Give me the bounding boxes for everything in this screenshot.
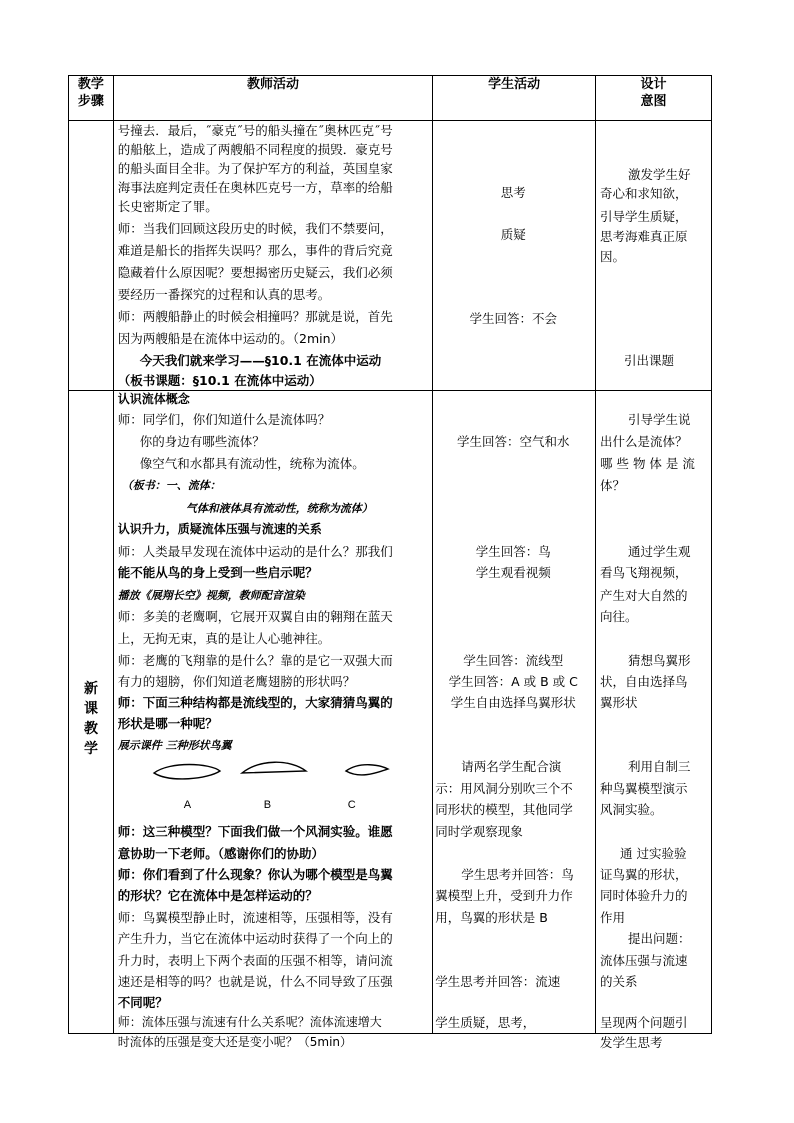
teacher-line: 师：人类最早发现在流体中运动的是什么？那我们 — [117, 544, 393, 559]
teacher-line: 的形状？它在流体中是怎样运动的？ — [117, 888, 318, 903]
wing-c-icon — [346, 765, 388, 775]
teacher-line: 因为两艘船是在流体中运动的。（2min） — [117, 331, 344, 346]
student-line: 思考 — [500, 185, 526, 200]
student-line: 用，鸟翼的形状是 B — [435, 910, 548, 925]
design-line: 引出课题 — [624, 353, 675, 368]
teacher-line: 速还是相等的吗？也就是说，什么不同导致了压强 — [117, 974, 393, 989]
header-teacher: 教师活动 — [113, 76, 432, 121]
teacher-line: 升力时，表明上下两个表面的压强不相等，请问流 — [117, 953, 393, 968]
design-line: 通 过实验验 — [620, 846, 687, 861]
step-label-new-lesson: 新 课 教 学 — [84, 681, 98, 757]
student-line: 学生回答：鸟 — [475, 544, 551, 559]
student-line: 请两名学生配合演 — [461, 759, 562, 774]
row2-teacher — [113, 391, 432, 1049]
teacher-line: 产生升力，当它在流体中运动时获得了一个向上的 — [117, 931, 393, 946]
teacher-line: 像空气和水都具有流动性，统称为流体。 — [139, 456, 365, 471]
row2-step — [69, 391, 114, 1034]
teacher-line: 号撞去．最后，˝豪克˝号的船头撞在˝奥林匹克˝号 — [117, 123, 393, 138]
teacher-line: 能不能从鸟的身上受到一些启示呢？ — [117, 565, 318, 580]
teacher-line: 形状是哪一种呢？ — [117, 716, 218, 731]
design-line: 奇心和求知欲， — [600, 186, 688, 201]
design-line: 引导学生质疑， — [600, 209, 688, 224]
student-line: 学生质疑，思考， — [435, 1015, 536, 1030]
design-line: 通过学生观 — [628, 544, 691, 559]
design-line: 同时体验升力的 — [600, 888, 688, 903]
section-heading: 认识升力，质疑流体压强与流速的关系 — [117, 522, 322, 536]
teacher-line: 的船头面目全非。为了保护军方的利益，英国皇家 — [117, 161, 393, 176]
student-line: 示：用风洞分别吹三个不 — [435, 781, 573, 796]
teacher-line: 师：同学们，你们知道什么是流体吗？ — [117, 412, 331, 427]
section-heading: 认识流体概念 — [117, 392, 190, 406]
teacher-line: 长史密斯定了罪。 — [117, 199, 218, 214]
design-line: 思考海难真正原 — [600, 229, 688, 244]
student-line: 学生回答：不会 — [469, 311, 557, 326]
board-note: 气体和液体具有流动性，统称为流体） — [185, 502, 373, 515]
teacher-line: 今天我们就来学习——§10.1 在流体中运动 — [139, 353, 382, 368]
row2-student — [433, 391, 596, 1034]
design-line: 呈现两个问题引 — [600, 1015, 688, 1030]
design-line: 利用自制三 — [628, 759, 691, 774]
teacher-line: 师：流体压强与流速有什么关系呢？流体流速增大 — [117, 1015, 382, 1029]
board-note: （板书：一、流体： — [121, 479, 221, 492]
lesson-plan-table — [68, 75, 712, 1050]
teacher-line: 意协助一下老师。（感谢你们的协助） — [117, 846, 325, 861]
teacher-line: 要经历一番探究的过程和认真的思考。 — [117, 287, 331, 302]
row-intro — [69, 121, 712, 391]
row2-design — [596, 391, 712, 1050]
teacher-line: 师：两艘船静止的时候会相撞吗？那就是说，首先 — [117, 309, 393, 324]
design-line: 引导学生说 — [628, 412, 691, 427]
design-line: 提出问题： — [628, 931, 691, 946]
design-line: 种鸟翼模型演示 — [600, 781, 688, 796]
design-line: 状，自由选择鸟 — [600, 674, 688, 689]
row1-teacher — [113, 121, 432, 391]
design-line: 证鸟翼的形状， — [600, 867, 688, 882]
design-line: 看鸟飞翔视频， — [600, 565, 688, 580]
teacher-line: 不同呢？ — [117, 995, 168, 1010]
design-line: 猜想鸟翼形 — [628, 653, 691, 668]
student-line: 学生回答：A 或 B 或 C — [448, 674, 578, 689]
teacher-line: 师：多美的老鹰啊，它展开双翼自由的翱翔在蓝天 — [117, 609, 393, 624]
student-line: 学生自由选择鸟翼形状 — [450, 695, 576, 710]
row1-student — [433, 121, 596, 391]
wing-b-icon — [242, 762, 306, 773]
teacher-line: （板书课题：§10.1 在流体中运动） — [117, 373, 322, 388]
teacher-line: 师：当我们回顾这段历史的时候，我们不禁要问， — [117, 221, 393, 236]
teacher-line: 师：这三种模型？下面我们做一个风洞实验。谁愿 — [117, 824, 393, 839]
teacher-line: 有力的翅膀，你们知道老鹰翅膀的形状吗？ — [117, 674, 356, 689]
wing-label-c: C — [347, 799, 356, 811]
wing-label-b: B — [263, 799, 272, 811]
student-line: 同形状的模型，其他同学 — [435, 802, 573, 817]
teacher-line: 师：你们看到了什么现象？你认为哪个模型是鸟翼 — [117, 867, 393, 882]
design-line: 出什么是流体？ — [600, 434, 688, 449]
teacher-line: 你的身边有哪些流体？ — [139, 434, 265, 449]
teacher-line: 师：下面三种结构都是流线型的，大家猜猜鸟翼的 — [117, 695, 393, 710]
student-line: 同时学观察现象 — [435, 824, 523, 839]
teacher-line: 上，无拘无束，真的是让人心驰神往。 — [117, 631, 331, 646]
design-line: 发学生思考 — [600, 1035, 663, 1050]
teacher-line: 隐藏着什么原因呢？要想揭密历史疑云，我们必须 — [117, 265, 393, 280]
design-line: 哪 些 物 体 是 流 — [600, 456, 695, 471]
design-line: 的关系 — [600, 974, 638, 989]
header-student: 学生活动 — [433, 76, 596, 121]
wing-a-icon — [154, 765, 220, 779]
design-line: 流体压强与流速 — [600, 953, 688, 968]
design-line: 体？ — [600, 478, 626, 493]
design-line: 向往。 — [600, 609, 638, 624]
design-line: 作用 — [600, 910, 626, 925]
courseware-note: 展示课件 三种形状鸟翼 — [117, 739, 232, 752]
design-line: 因。 — [600, 249, 626, 264]
design-line: 激发学生好 — [628, 167, 691, 182]
row-new-lesson — [69, 391, 712, 1034]
wing-label-a: A — [183, 799, 192, 811]
student-line: 学生思考并回答：流速 — [435, 974, 561, 989]
teacher-line: 时流体的压强是变大还是变小呢？（5min） — [117, 1035, 353, 1049]
student-line: 学生回答：流线型 — [463, 653, 564, 668]
teacher-line: 难道是船长的指挥失误吗？那么，事件的背后究竟 — [117, 243, 393, 258]
row1-step — [69, 121, 114, 391]
student-line: 翼模型上升，受到升力作 — [435, 888, 573, 903]
teacher-line: 的船舷上，造成了两艘船不同程度的损毁．豪克号 — [117, 142, 393, 157]
teacher-line: 师：鸟翼模型静止时，流速相等，压强相等，没有 — [117, 910, 393, 925]
student-line: 学生思考并回答：鸟 — [461, 867, 574, 882]
student-line: 学生回答：空气和水 — [456, 434, 570, 449]
design-line: 风洞实验。 — [600, 802, 663, 817]
header-design: 设计 意图 — [596, 76, 712, 121]
header-step: 教学 步骤 — [69, 76, 114, 121]
design-line: 产生对大自然的 — [600, 588, 688, 603]
video-note: 播放《展翔长空》视频，教师配音渲染 — [117, 589, 305, 602]
student-line: 学生观看视频 — [475, 565, 551, 580]
teacher-line: 师：老鹰的飞翔靠的是什么？靠的是它一双强大而 — [117, 653, 393, 668]
design-line: 翼形状 — [600, 695, 638, 710]
header-row — [69, 76, 712, 121]
student-line: 质疑 — [500, 227, 526, 242]
row1-design — [596, 121, 712, 391]
teacher-line: 海事法庭判定责任在奥林匹克号一方，草率的给船 — [117, 180, 393, 195]
